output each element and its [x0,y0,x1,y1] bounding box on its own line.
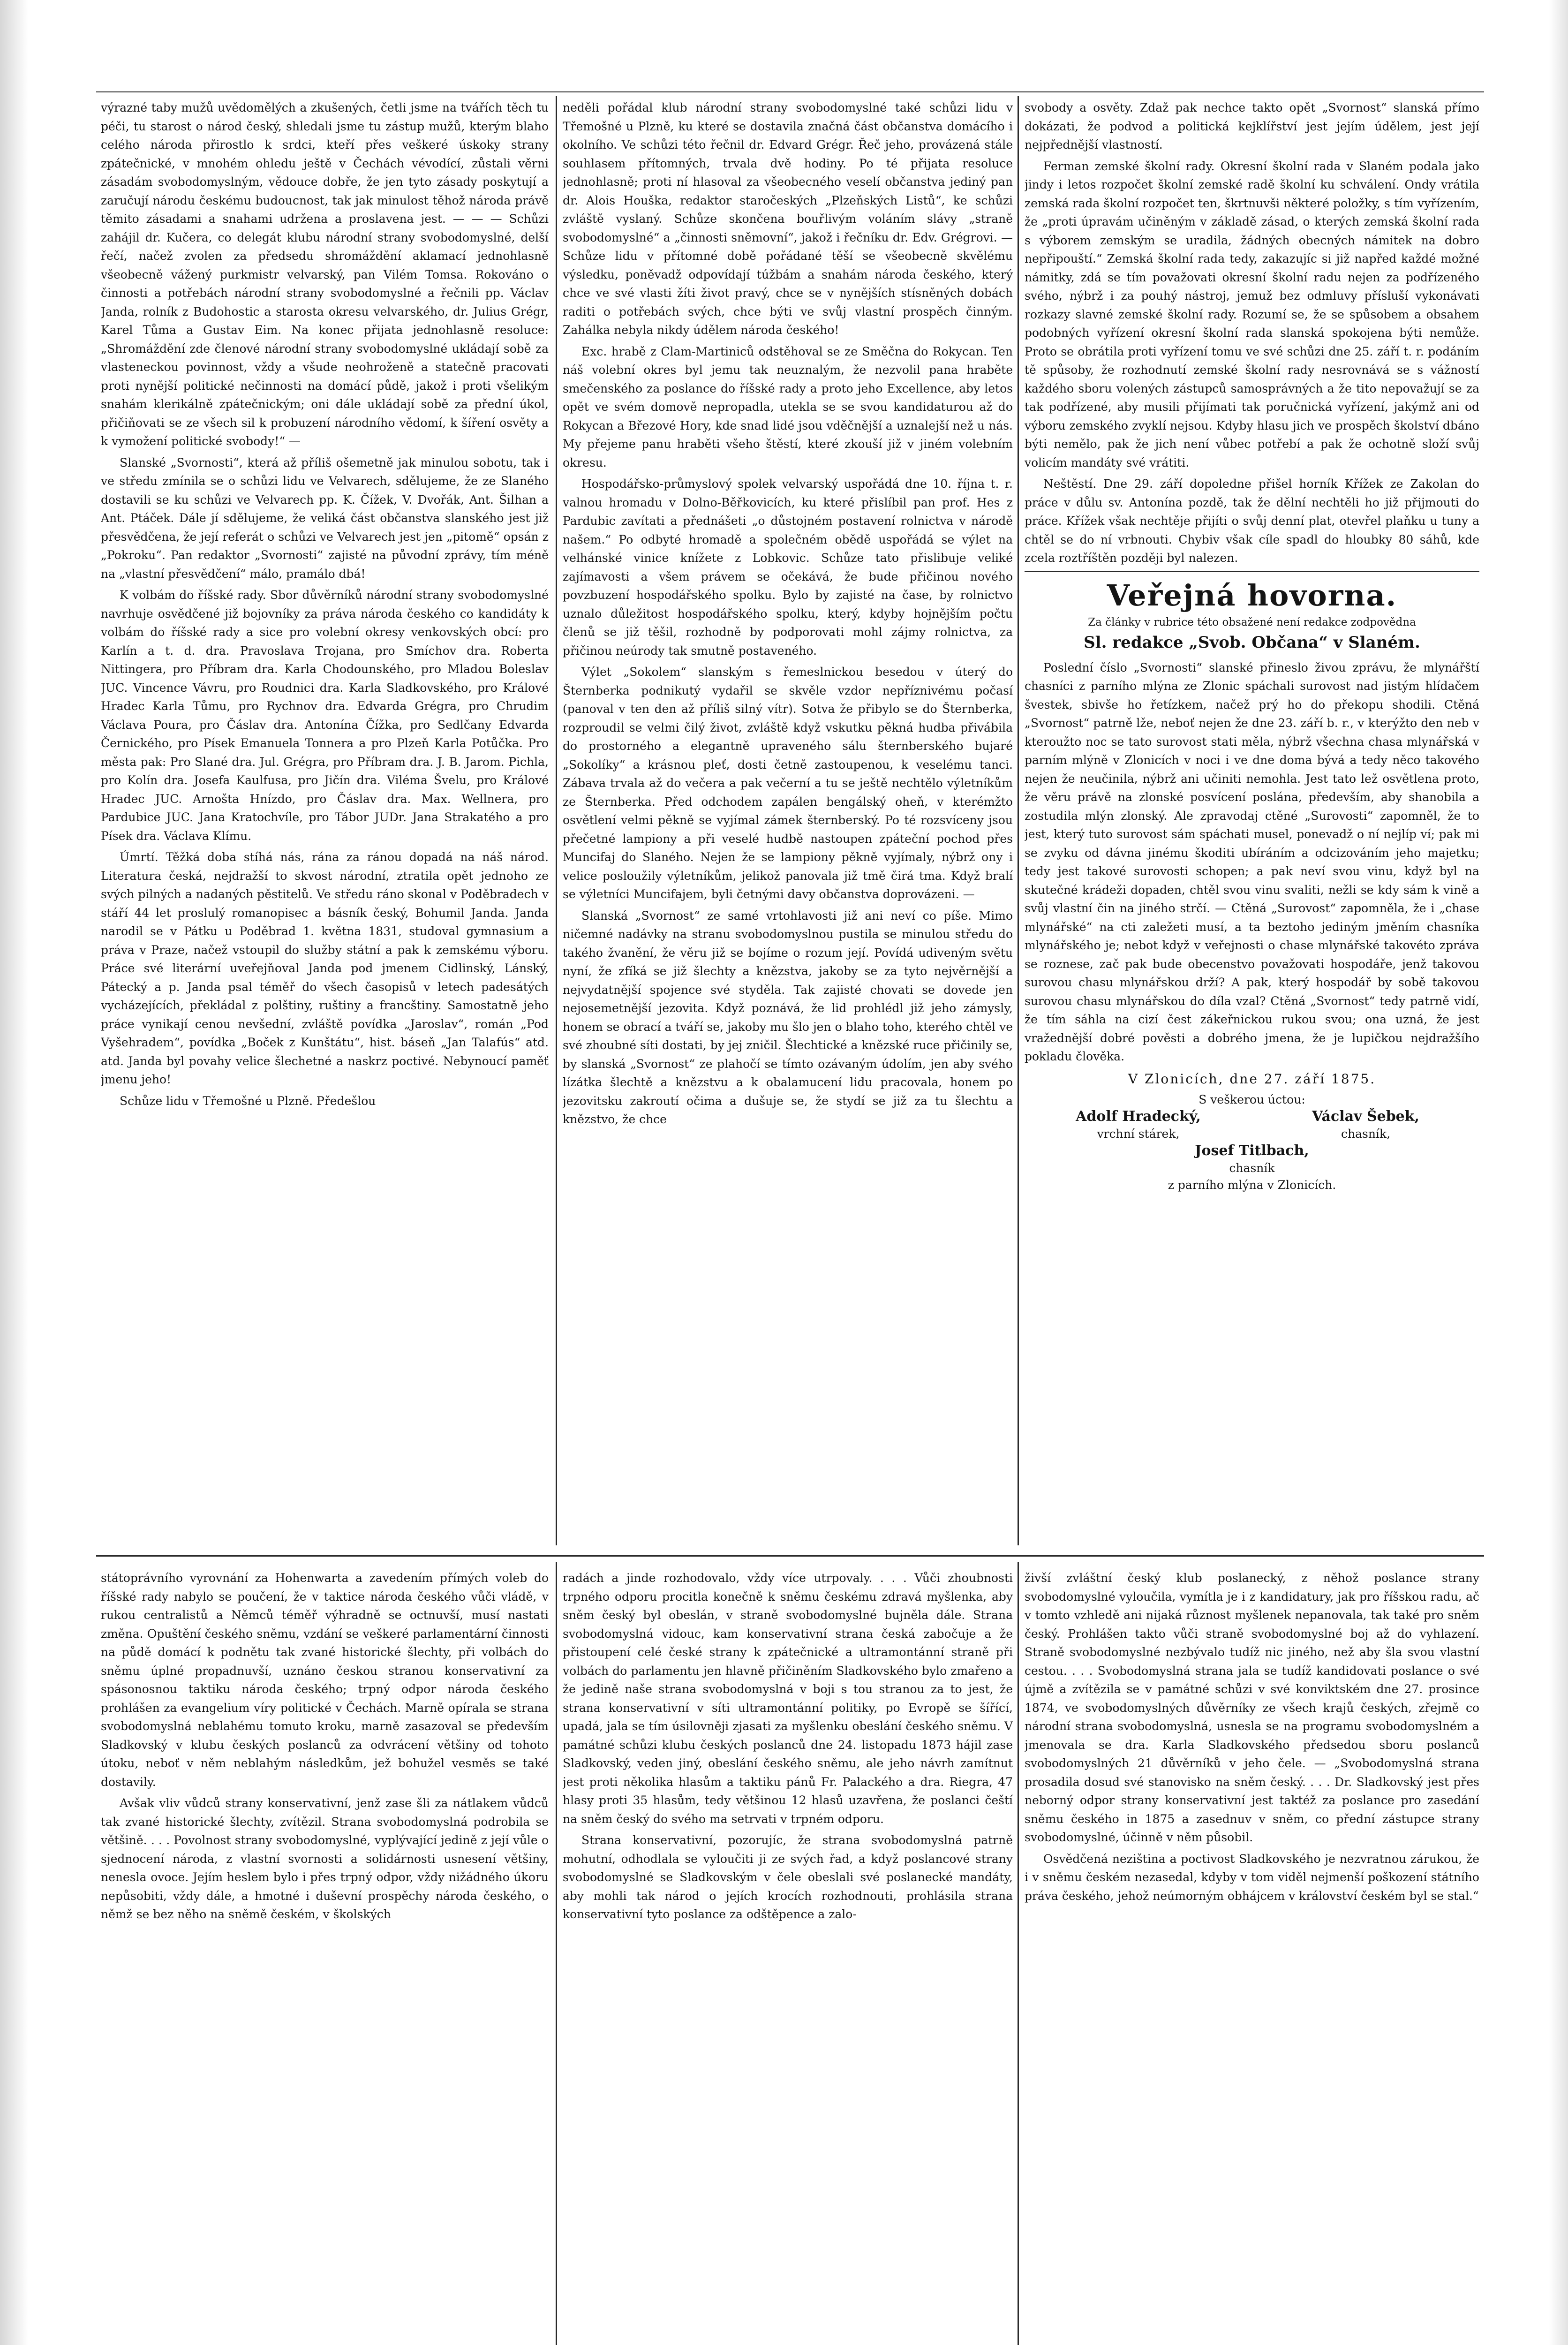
article-paragraph: živší zvláštní český klub poslanecký, z něhož poslance strany svobodomyslné vyloučila, vymítla je i z kandidatury, jak pro říšskou radu, ač v tomto vzhledě ani nijaká různost myšlenek nepanovala, tak také pro sněm český. Prohlášen takto vůči straně svobodomyslné boj až do vyhlazení. Straně svobodomyslné nezbývalo tudíž nic jiného, než aby šla svou vlastní cestou. . . . Svobodomyslná strana jala se tudíž kandidovati poslance o své újmě a zvítězila se v památné schůzi v své konviktském dne 27. prosince 1874, ve svobodomyslných důvěrníky ze všech krajů českých, zřejmě co národní strana svobodomyslná, usnesla se na programu svobodomyslném a jmenovala se dra. Karla Sladkovského předsedou sboru poslanců svobodomyslných 21 důvěrníků v jeho čele. — „Svobodomyslná strana prosadila dosud své stanovisko na sněm český. . . . Dr. Sladkovský jest přes neborný odpor strany konservativní jest taktéž za poslance pro zasedání sněmu českého in 1875 a zasednuv v sněm, co přední zástupce strany svobodomyslné, účinně v něm působil. [1025,1571,1479,1844]
public-forum-title: Veřejná hovorna. [1107,578,1397,613]
article-paragraph: neděli pořádal klub národní strany svobodomyslné také schůzi lidu v Třemošné u Plzně, ku které se dostavila značná část občanstva domácího i okolního. Ve schůzi této řečnil dr. Edvard Grégr. Řeč jeho, provázená stále souhlasem přítomných, trvala dvě hodiny. Po té přijata resoluce jednohlasně; proti ní hlasoval za všeobecného veselí občanstva jediný pan dr. Alois Houška, redaktor staročeských „Plzeňských Listů“, ke schůzi zvláště vyslaný. Schůze skončena bouřlivým voláním slávy „straně svobodomyslné“ a „činnosti sněmovní“, jakož i řečníku dr. Edv. Grégrovi. — Schůze lidu v přítomné době pořádané těší se všeobecně skvělému výsledku, poněvadž odpovídají túžbám a snahám národa českého, který chce ve své vlasti žíti život pravý, chce se v nynějších stísněných dobách raditi o potřebách svých, chce býti ve svůj vlastní prospěch činným. Zahálka nebyla nikdy údělem národa českého! [563,101,1013,337]
section-divider-rule [96,1555,1484,1557]
article-paragraph: Ferman zemské školní rady. Okresní školní rada v Slaném podala jako jindy i letos rozpočet školní zemské radě školní ku schválení. Ondy vrátila zemská rada školní rozpočet ten, škrtnuvši některé položky, s tím vyřízením, že „proti úpravám učiněným v základě zásad, o kterých zemská školní rada s výborem zemským se uradila, žádných obecných námitek na dobro nepřipouští.“ Zemská školní rada tedy, zakazujíc si již napřed každé možné námitky, zdá se tím považovati okresní školní radu nejen za podřízeného svého, nýbrž i za pouhý nástroj, jemuž bez odmluvy přísluší vykonávati rozkazy slavné zemské školní rady. Rozumí se, že se spůsobem a obsahem podobných vyřízení okresní školní rada slanská spokojena býti nemůže. Proto se obrátila proti vyřízení tomu ve své schůzi dne 25. září t. r. podáním tě spůsoby, že rozhodnutí zemské školní rady nesrovnává se s vážností každého sboru volených zástupců samosprávných a že tito nepovažují se za tak podřízené, aby musili přijímati tak poručnická vyřízení, jakýmž ani od výboru zemského zvyklí nejsou. Kdyby hlasu jich ve prospěch školství dbáno býti nemělo, pak že jich není vůbec potřebí a pak že ochotně složí svůj volicím mandáty své vrátiti. [1025,159,1479,469]
column-rule [1018,96,1019,1545]
public-forum-addressee: Sl. redakce „Svob. Občana“ v Slaném. [1084,633,1420,652]
lower-column-3 [1025,1569,1479,2345]
article-paragraph: výrazné taby mužů uvědomělých a zkušených, četli jsme na tvářích těch tu péči, tu starost o národ český, shledali jsme tu zástup mužů, kterým blaho celého národa přirostlo k srdci, kteří přes veškeré úskoky strany zpátečnické, v mnohém ohledu ještě v Čechách vévodící, zůstali věrni zásadám svobodomyslným, vědouce dobře, že jen tyto zásady poskytují a zaručují národu českému budoucnost, tak jak minulost těhož národa právě těmito zásadami a snahami udržena a proslavena jest. — — — Schůzi zahájil dr. Kučera, co delegát klubu národní strany svobodomyslné, delší řečí, načež zvolen za předsedu shromáždění aklamací jednohlasně všeobecně vážený purkmistr velvarský, pan Vilém Tomsa. Rokováno o činnosti a potřebách národní strany svobodomyslné a řečnili pp. Václav Janda, rolník z Budohostic a starosta okresu velvarského, dr. Julius Grégr, Karel Tůma a Gustav Eim. Na konec přijata jednohlasně resoluce: „Shromáždění zde členové národní strany svobodomyslné ukládají sobě za vlasteneckou povinnost, vždy a všude neohroženě a statečně pracovati proti nynější politické nečinnosti na domácí půdě, jakož i proti všelikým snahám klerikálně zpátečnickým; oni dále ukládají sobě za přední úkol, přičiňovati se ze všech sil k probuzení národního vědomí, k šíření osvěty a k vymožení politické svobody!“ — [101,101,549,448]
article-paragraph: K volbám do říšské rady. Sbor důvěrníků národní strany svobodomyslné navrhuje osvědčené již bojovníky za práva národa českého co kandidáty k volbám do říšské rady a sice pro volební okresy venkovských obcí: pro Karlín a t. d. dra. Pravoslava Trojana, pro Smíchov dra. Roberta Nittingera, pro Příbram dra. Karla Chodounského, pro Mladou Boleslav JUC. Vincence Vávru, pro Roudnici dra. Karla Sladkovského, pro Králové Hradec Karla Tůmu, pro Rychnov dra. Edvarda Grégra, pro Chrudim Václava Poura, pro Čáslav dra. Antonína Čížka, pro Sedlčany Edvarda Černického, pro Písek Emanuela Tonnera a pro Plzeň Karla Potůčka. Pro města pak: Pro Slané dra. Jul. Grégra, pro Příbram dra. J. B. Jarom. Pichla, pro Kolín dra. Josefa Kaulfusa, pro Jičín dra. Viléma Švelu, pro Králové Hradec JUC. Arnošta Hnízdo, pro Čáslav dra. Max. Wellnera, pro Pardubice JUC. Jana Kratochvíle, pro Tábor JUDr. Jana Strakatého a pro Písek dra. Václava Klímu. [101,588,549,843]
lower-column-1 [101,1569,549,2345]
column-rule [1018,1562,1019,2345]
article-paragraph: Strana konservativní, pozorujíc, že strana svobodomyslná patrně mohutní, odhodlala se vyloučiti ji ze svých řad, a když poslancové strany svobodomyslné se Sladkovským v čele obeslali své poslanecké mandáty, aby mohli tak národ o jejích krocích rozhodnouti, prohlásila strana konservativní tyto poslance za odštěpence a zalo- [563,1833,1013,1921]
upper-column-3 [1025,98,1479,1543]
article-paragraph: státoprávního vyrovnání za Hohenwarta a zavedením přímých voleb do říšské rady nabylo se poučení, že v taktice národa českého vůči vládě, v rukou centralistů a Němců téměř výhradně se octnuvší, musí nastati změna. Opuštění českého sněmu, vzdání se veškeré parlamentární činnosti na půdě domácí k podnětu tak zvané historické šlechty, při volbách do sněmu úplné propadnuvší, uznáno českou stranou konservativní za spásonosnou taktiku národa českého; trpný odpor národa českého prohlášen za evangelium víry politické v Čechách. Marně opírala se strana svobodomyslná neblahému tomuto kroku, marně zasazoval se především Sladkovský v klubu českých poslanců za odvrácení většiny od tohoto útoku, neboť v něm neblahým následkům, jež bohužel vesměs se také dostavily. [101,1571,549,1789]
article-paragraph: Neštěstí. Dne 29. září dopoledne přišel horník Křížek ze Zakolan do práce v důlu sv. Antonína pozdě, tak že dělní nechtěli ho již přijmouti do práce. Křížek však nechtěje přijíti o svůj denní plat, otevřel plaňku u tuny a chtěl se do ní vrbnouti. Chybiv však cíle spadl do hloubky 80 sáhů, kde zcela roztříštěn později byl nalezen. [1025,477,1479,565]
public-forum-body: Poslední číslo „Svornosti“ slanské přineslo živou zprávu, že mlynářští chasníci z parního mlýna ze Zlonic spáchali surovost nad jistým hlídačem švestek, sbivše ho řetízkem, načež prý ho do překopu shodili. Ctěná „Svornost“ patrně lže, neboť nejen že dne 23. září b. r., v kterýžto den neb v kteroužto noc se tato surovost stati měla, nýbrž všechna chasa mlynářská v parním mlýně v Zlonicích v noci i ve dne doma bývá a tedy něco takového nejen že neučinila, nýbrž ani učiniti nemohla. Jest tato lež osvětlena proto, že věru právě na zlonské posvícení poslána, především, aby shanobila a zostudila mlýn zlonský. Ale zpravodaj ctěné „Surovosti“ zapomněl, že to jest, který tuto surovost sám spáchati musel, ponevadž o ní nejlíp ví; pak mi se zvyku od dávna jinému škoditi ubíráním a odcizováním jeho majetku; tedy jest takové surovosti schopen; a pak neví svou vinu, když byl na skutečné krádeži dopaden, chtěl svou vinu svaliti, nežli se kdy sám k vině a svůj vlastní čin na jiného strčí. — Ctěná „Surovost“ zapomněla, že i „chase mlynářské“ na cti zaležeti musí, a ta beztoho jediným jměním chasníka mlynářského je; nebot když v veřejnosti o chase mlynářské takovéto zpráva se roznese, zač pak bude obecenstvo považovati hospodáře, jenž takovou surovou chasu mlynářskou drží? A pak, který hospodář by sobě takovou surovou chasu mlynářskou do díla vzal? Ctěná „Svornost“ tedy patrně vidí, že tím sáhla na cizí čest zákeřnickou rukou svou; ona uzná, že jest vražednější dobré pověsti a dobrého jmena, že je lupičkou nejdražšího pokladu člověka. [1025,660,1479,1063]
signatory-role: vrchní stárek, [1097,1127,1180,1141]
signature-row [1025,1108,1479,1142]
article-paragraph: Avšak vliv vůdců strany konservativní, jenž zase šli za nátlakem vůdců tak zvané historické šlechty, zvítězil. Strana svobodomyslná podrobila se většině. . . . Povolnost strany svobodomyslné, vyplývající jedině z její vůle o sjednocení národa, z vlastní svornosti a solidárnosti usnesení většiny, nenesla ovoce. Jejím heslem bylo i přes trpný odpor, vždy nižádného úkoru nepůsobiti, vždy dále, a hmotné i duševní prospěchy národa českého, o němž se bez něho na sněmě českém, v školských [101,1796,549,1921]
lower-column-2 [563,1569,1013,2345]
public-forum-header [1025,577,1479,655]
public-forum-disclaimer: Za články v rubrice této obsažené není redakce zodpovědna [1088,616,1416,628]
article-paragraph: Slanské „Svornosti“, která až příliš ošemetně jak minulou sobotu, tak i ve středu zmínila se o schůzi lidu ve Velvarech, sdělujeme, že ze Slaného dostavili se ku schůzi ve Velvarech pp. K. Čížek, V. Dvořák, Ant. Šilhan a Ant. Ptáček. Dále jí sdělujeme, že veliká část občanstva slanského jest již přesvědčena, že její referát o schůzi ve Velvarech jest jen „pitomě“ opsán z „Pokroku“. Pan redaktor „Svornosti“ zajisté na původní zprávy, tím méně na „vlastní přesvědčení“ málo, pramálo dbá! [101,455,549,581]
article-paragraph: svobody a osvěty. Zdaž pak nechce takto opět „Svornost“ slanská přímo dokázati, že podvod a politická kejklířství jest jejím údělem, jest její nejpřednější vlastností. [1025,101,1479,151]
upper-column-1 [101,98,549,1543]
top-rule [96,91,1484,92]
article-paragraph: Úmrtí. Těžká doba stíhá nás, rána za ránou dopadá na náš národ. Literatura česká, nejdražší to skvost národní, ztratila opět jednoho ze svých pilných a nadaných pěstitelů. Ve středu ráno skonal v Poděbradech v stáří 44 let proslulý romanopisec a básník český, Bohumil Janda. Janda narodil se v Pátku u Poděbrad 1. května 1831, studoval gymnasium a práva v Praze, načež vstoupil do služby státní a pak k zemskému výboru. Práce své literární uveřejňoval Janda pod jmenem Cidlinský, Lánský, Pátecký a p. Janda psal téměř do všech časopisů v letech padesátých vycházejících, překládal z polštiny, ruštiny a francštiny. Samostatně jeho práce vynikají cenou nevšední, zvláště povídka „Jaroslav“, román „Pod Vyšehradem“, povídka „Boček z Kunštátu“, hist. báseň „Jan Talafús“ atd. atd. Janda byl povahy velice šlechetné a naskrz poctivé. Nebynoucí paměť jmenu jeho! [101,850,549,1086]
signatory-name: Adolf Hradecký, [1076,1108,1201,1125]
signature-block [1025,1142,1479,1194]
signatory-name: Václav Šebek, [1312,1108,1419,1125]
signatory-role: chasník [1229,1161,1275,1175]
signatory-role: chasník, [1341,1127,1391,1141]
article-paragraph: Výlet „Sokolem“ slanským s řemeslnickou besedou v úterý do Šternberka podnikutý vydařil se skvěle vzdor nepříznivému počasí (panoval v ten den až příliš silný vítr). Sotva že přibylo se do Šternberka, rozproudil se velmi čilý život, zvláště když vskutku pěkná hudba přivábila do prostorného a elegantně upraveného sálu šternberského bujaré „Sokolíky“ a krásnou pleť, dosti četně zastoupenou, k veselému tanci. Zábava trvala až do večera a pak večerní a tu se ještě nechtělo výletníkům ze Šternberka. Před odchodem zapálen bengálský oheň, v kterémžto osvětlení velmi pěkně se vyjímal zámek šternberský. Po té rozsvíceny jsou přečetné lampiony a při veselé hudbě nastoupen zpáteční pochod přes Muncifaj do Slaného. Nejen že se lampiony pěkně vyjímaly, nýbrž ony i velice posloužily výletníkům, jelikož panovala již tmě čirá tma. Když bralí se výletníci Muncifajem, byli četnými davy občanstva doprovázeni. — [563,665,1013,901]
article-paragraph: Slanská „Svornost“ ze samé vrtohlavosti již ani neví co píše. Mimo ničemné nadávky na stranu svobodomyslnou pustila se minulou středu do takého žvanění, že věru již se bojíme o rozum její. Povídá udiveným světu nyní, že zfíká se již šlechty a knězstva, jakoby se za tyto nejvěrnější a nejvydatnější spojence své styděla. Tak zajisté chovati se dovede jen nejosemetnější jezovita. Když poznává, že lid prohlédl již jeho zámysly, honem se obrací a tváří se, jakoby mu šlo jen o blaho toho, kterého chtěl ve své zhoubné síti dostati, by jej zničil. Šlechtické a knězské ruce přičinily se, by slanská „Svornost“ ze plahočí se tímto ozávaným údolím, jen aby svého lízátka šlechtě a knězstvu a k obalamucení lidu pracovala, honem po jezovitsku zakroutí očima a dušuje se, že stydí se již za tu šlechtu a knězstvo, že chce [563,908,1013,1126]
signatory-name: Josef Titlbach, [1195,1142,1309,1159]
dateline: V Zlonicích, dne 27. září 1875. [1128,1071,1376,1087]
column-rule [556,1562,557,2345]
article-paragraph: Exc. hrabě z Clam-Martiniců odstěhoval se ze Směčna do Rokycan. Ten náš volební okres byl jemu tak neuznalým, že nezvolil pana hraběte smečenského za poslance do říšské rady a proto jeho Excellence, aby letos opět ve svém domově nepropadla, utekla se se svou kandidaturou až do Rokycan a Březové Hory, kde snad lidé jsou vděčnější a uznalejší než u nás. My přejeme panu hraběti všeho štěstí, které zkouší již v jiném volebním okresu. [563,344,1013,469]
signature-footer: z parního mlýna v Zlonicích. [1168,1178,1336,1192]
column-rule [556,96,557,1545]
article-paragraph: Osvědčená neziština a poctivost Sladkovského je nezvratnou zárukou, že i v sněmu českém nezasedal, kdyby v tom viděl nejmenší poškození státního práva českého, jehož neúmorným obhájcem v království českém byl se stal.“ [1025,1852,1479,1903]
signature-block [1025,1108,1252,1142]
upper-column-2 [563,98,1013,1543]
page-shadow-left [0,0,28,2345]
salutation: S veškerou úctou: [1199,1092,1305,1106]
article-paragraph: radách a jinde rozhodovalo, vždy více utrpovaly. . . . Vůči zhoubnosti trpného odporu procitla konečně k sněmu českému zdravá myšlenka, aby sněm český byl obeslán, v straně svobodomyslné bujněla dále. Strana svobodomyslná vidouc, kam konservativní strana česká zabočuje a že přistoupení celé české strany k zpátečnické a ultramontánní straně při volbách do parlamentu jen hlavně přičiněním Sladkovského bylo zmařeno a že jedině naše strana svobodomyslná v boji s tou stranou za to jest, že strana konservativní v síti ultramontánní politiky, po Evropě se šířící, upadá, jala se tím úsilovněji zjasati za myšlenku obeslání českého sněmu. V památné schůzi klubu českých poslanců dne 24. listopadu 1873 hájil zase Sladkovský, veden jiný, obeslání českého sněmu, ale jeho návrh zamítnut jest proti několika hlasům a taktiku pánů Fr. Palackého a dra. Riegra, 47 hlasy proti 35 hlasům, tedy většinou 12 hlasů uzavřena, že poslanci čeští na sněm český do svého ma setrvati v trpném odporu. [563,1571,1013,1826]
signature-block [1252,1108,1479,1142]
article-paragraph: Schůze lidu v Třemošné u Plzně. Předešlou [120,1094,376,1108]
box-top-rule [1025,571,1479,572]
page-shadow-right [1549,0,1568,2345]
article-paragraph: Hospodářsko-průmyslový spolek velvarský uspořádá dne 10. října t. r. valnou hromadu v Dolno-Běřkovicích, ku které přislíbil pan prof. Hes z Pardubic zavítati a přednášeti „o důstojném postavení rolnictva v národě našem.“ Po odbyté hromadě a společném obědě uspořádá se výlet na velhánské vinice knížete z Lobkovic. Schůze tato přislibuje veliké zajímavosti a všem právem se očekává, že bude přičinou nového povzbuzení hospodářského spolku. Bylo by zajisté na čase, by rolnictvo uznalo důležitost hospodářského spolku, který, kdyby hojnějším počtu členů se již těšil, rozhodně by podporovati mohl zájmy rolnictva, za přičinou neúrody tak smutně postaveného. [563,477,1013,658]
